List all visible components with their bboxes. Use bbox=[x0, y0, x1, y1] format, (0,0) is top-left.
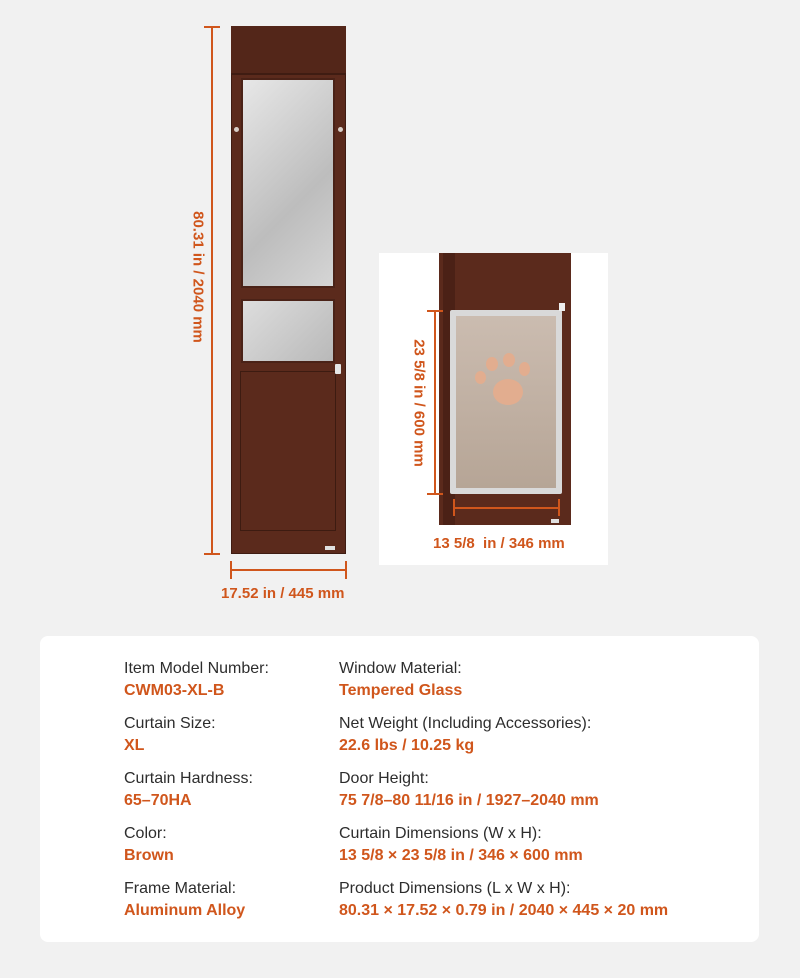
spec-net-weight-label: Net Weight (Including Accessories): bbox=[339, 715, 592, 732]
spec-window-material-value: Tempered Glass bbox=[339, 682, 463, 699]
flap-height-tick-bottom bbox=[427, 493, 443, 495]
latch-icon bbox=[335, 364, 341, 374]
door-width-line bbox=[231, 569, 346, 571]
spec-frame-material-label: Frame Material: bbox=[124, 880, 237, 897]
patio-door-panel bbox=[231, 26, 346, 554]
spec-product-dimensions-label: Product Dimensions (L x W x H): bbox=[339, 880, 571, 897]
flap-height-line bbox=[434, 310, 436, 494]
door-lower-glass bbox=[241, 299, 335, 363]
door-height-line bbox=[211, 26, 213, 554]
spec-model-label: Item Model Number: bbox=[124, 660, 269, 677]
spec-color-label: Color: bbox=[124, 825, 167, 842]
spec-hardness-value: 65–70HA bbox=[124, 792, 192, 809]
specifications-card bbox=[40, 636, 759, 942]
spec-curtain-size-label: Curtain Size: bbox=[124, 715, 216, 732]
door-top-rail bbox=[231, 26, 346, 75]
spec-door-height-label: Door Height: bbox=[339, 770, 429, 787]
door-height-tick-top bbox=[204, 26, 220, 28]
spec-frame-material-value: Aluminum Alloy bbox=[124, 902, 246, 919]
flap-width-label: 13 5/8 in / 346 mm bbox=[433, 535, 565, 552]
flap-height-label: 23 5/8 in / 600 mm bbox=[410, 339, 428, 467]
spec-net-weight-value: 22.6 lbs / 10.25 kg bbox=[339, 737, 475, 754]
spec-curtain-dimensions-value: 13 5/8 × 23 5/8 in / 346 × 600 mm bbox=[339, 847, 583, 864]
door-upper-glass bbox=[241, 78, 335, 288]
flap-width-line bbox=[453, 507, 559, 509]
door-width-tick-right bbox=[345, 561, 347, 579]
door-width-label: 17.52 in / 445 mm bbox=[221, 585, 345, 602]
flap-lock-icon bbox=[559, 303, 565, 311]
bolt-icon bbox=[234, 127, 239, 132]
paw-print-icon bbox=[475, 353, 539, 413]
spec-product-dimensions-value: 80.31 × 17.52 × 0.79 in / 2040 × 445 × 20 mm bbox=[339, 902, 669, 919]
door-foot-tag bbox=[325, 546, 335, 550]
spec-hardness-label: Curtain Hardness: bbox=[124, 770, 253, 787]
door-bottom-panel bbox=[240, 371, 336, 531]
door-width-tick-left bbox=[230, 561, 232, 579]
spec-door-height-value: 75 7/8–80 11/16 in / 1927–2040 mm bbox=[339, 792, 599, 809]
flap-detail-card bbox=[379, 253, 608, 565]
flap-width-tick-left bbox=[453, 499, 455, 516]
spec-window-material-label: Window Material: bbox=[339, 660, 462, 677]
bolt-icon bbox=[338, 127, 343, 132]
door-height-label: 80.31 in / 2040 mm bbox=[189, 211, 207, 343]
flap-width-tick-right bbox=[558, 499, 560, 516]
spec-color-value: Brown bbox=[124, 847, 174, 864]
spec-curtain-size-value: XL bbox=[124, 737, 145, 754]
door-height-tick-bottom bbox=[204, 553, 220, 555]
spec-model-value: CWM03-XL-B bbox=[124, 682, 225, 699]
detail-foot-tag bbox=[551, 519, 559, 523]
flap-height-tick-top bbox=[427, 310, 443, 312]
spec-curtain-dimensions-label: Curtain Dimensions (W x H): bbox=[339, 825, 542, 842]
